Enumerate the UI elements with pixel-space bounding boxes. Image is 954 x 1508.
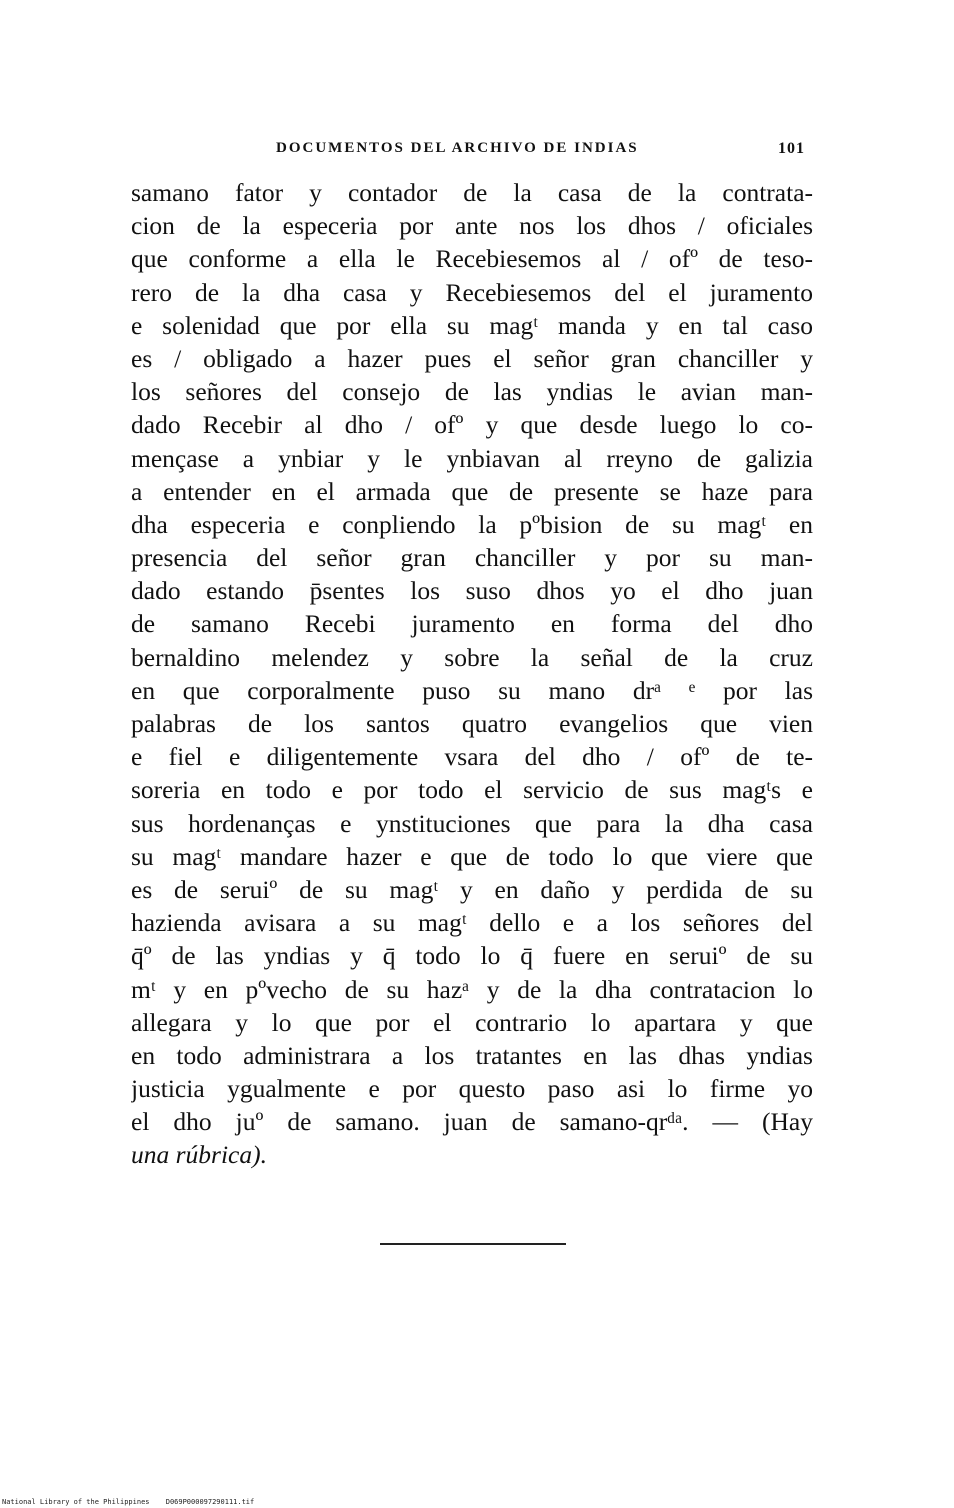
- text-line: a entender en el armada que de presente se haze para: [131, 476, 813, 506]
- text-line: justicia ygualmente e por questo paso asi lo firme yo: [131, 1074, 813, 1104]
- text-line: hazienda avisara a su magᵗ dello e a los señores del: [131, 908, 813, 938]
- page-number: 101: [778, 140, 805, 157]
- running-head: DOCUMENTOS DEL ARCHIVO DE INDIAS: [276, 140, 639, 156]
- body-text: [131, 176, 813, 1172]
- text-line: en todo administrara a los tratantes en las dhas yndias: [131, 1040, 813, 1070]
- text-line: samano fator y contador de la casa de la contrata-: [131, 178, 813, 207]
- section-end-rule: [380, 1243, 566, 1245]
- text-line: es / obligado a hazer pues el señor gran chanciller y: [131, 343, 813, 373]
- text-line: una rúbrica).: [131, 1140, 267, 1170]
- text-line: mençase a ynbiar y le ynbiavan al rreyno de galizia: [131, 443, 813, 473]
- text-line: los señores del consejo de las yndias le avian man-: [131, 377, 813, 407]
- footer-filename: D069P000097290111.tif: [165, 1498, 255, 1506]
- text-line: rero de la dha casa y Recebiesemos del el juramento: [131, 277, 813, 307]
- text-line: q̄º de las yndias y q̄ todo lo q̄ fuere en seruiº de su: [131, 941, 813, 971]
- text-line: allegara y lo que por el contrario lo apartara y que: [131, 1007, 813, 1037]
- text-line: dado estando p̄sentes los suso dhos yo el dho juan: [131, 576, 813, 606]
- text-line: presencia del señor gran chanciller y por su man-: [131, 543, 813, 573]
- text-line: que conforme a ella le Recebiesemos al / ofº de teso-: [131, 244, 813, 274]
- text-line: palabras de los santos quatro evangelios que vien: [131, 709, 813, 738]
- scan-footer: [2, 1498, 254, 1506]
- footer-institution: National Library of the Philippines: [2, 1498, 150, 1506]
- text-line: mᵗ y en pºvecho de su hazᵃ y de la dha contratacion lo: [131, 974, 813, 1004]
- text-line: cion de la especeria por ante nos los dhos / oficiales: [131, 211, 813, 241]
- text-line: es de seruiº de su magᵗ y en daño y perdida de su: [131, 874, 813, 904]
- text-line: dado Recebir al dho / ofº y que desde luego lo co-: [131, 410, 813, 440]
- text-line: sus hordenanças e ynstituciones que para la dha casa: [131, 808, 813, 838]
- text-line: soreria en todo e por todo el servicio de sus magᵗs e: [131, 775, 813, 805]
- text-line: su magᵗ mandare hazer e que de todo lo que viere que: [131, 841, 813, 871]
- text-line: bernaldino melendez y sobre la señal de la cruz: [131, 642, 813, 672]
- text-line: el dho juº de samano. juan de samano-qrᵈᵃ. — (Hay: [131, 1107, 813, 1137]
- text-line: e fiel e diligentemente vsara del dho / ofº de te-: [131, 742, 813, 772]
- text-line: e solenidad que por ella su magᵗ manda y en tal caso: [131, 310, 813, 340]
- text-line: de samano Recebi juramento en forma del dho: [131, 609, 813, 639]
- text-line: en que corporalmente puso su mano drᵃ ᵉ por las: [131, 675, 813, 705]
- text-line: dha especeria e conpliendo la pºbision de su magᵗ en: [131, 509, 813, 539]
